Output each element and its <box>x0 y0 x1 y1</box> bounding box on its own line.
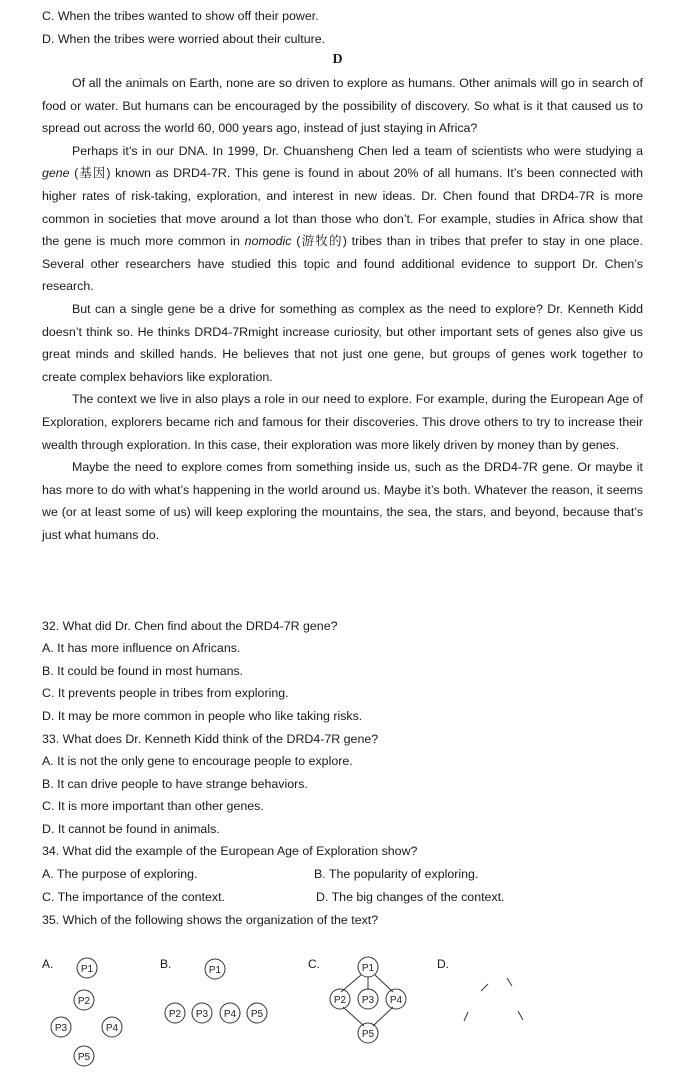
paragraph-3: But can a single gene be a drive for something as complex as the need to explore? Dr. Kenneth Kidd doesn’t think so. He thinks DRD4-7Rmight increase curiosity, but other important sets of genes also give us great minds and skilled hands. He believes that not just one gene, but groups of genes work together to create complex behaviors like exploration. <box>42 301 643 384</box>
node-label: P5 <box>77 1052 91 1063</box>
node-label: P2 <box>77 996 91 1007</box>
section-heading: D <box>332 52 343 67</box>
diagram-option-d-label: D. <box>437 957 449 971</box>
node-label: P4 <box>389 995 403 1006</box>
question-35-stem: 35. Which of the following shows the organization of the text? <box>42 913 379 927</box>
node-label: P4 <box>223 1009 237 1020</box>
nomodic-term: nomodic <box>244 234 292 249</box>
q32-option-a: A. It has more influence on Africans. <box>42 641 241 655</box>
q34-option-a: A. The purpose of exploring. <box>42 867 198 881</box>
question-34-stem: 34. What did the example of the European Age of Exploration show? <box>42 844 418 858</box>
q34-option-d: D. The big changes of the context. <box>316 890 505 904</box>
q33-option-c: C. It is more important than other genes. <box>42 799 264 813</box>
paragraph-4: The context we live in also plays a role in our need to explore. For example, during the European Age of Exploration, explorers became rich and famous for their discoveries. This drove others to try to increase their wealth through exploration. In this case, their exploration was more likely driven by money than by genes. <box>42 392 643 452</box>
paragraph-2: Perhaps it’s in our DNA. In 1999, Dr. Chuansheng Chen led a team of scientists who were studying a gene (基因) known as DRD4-7R. This gene is found in about 20% of all humans. It’s been connected with higher rates of risk-taking, exploration, and interest in new ideas. Dr. Chen found that DRD4-7R is more common in societies that move around a lot than those who don’t. For example, studies in Africa show that the gene is much more common in nomodic (游牧的) tribes than in tribes that prefer to stay in one place. Several other researchers have studied this topic and found additional evidence to support Dr. Chen’s research. <box>42 143 643 294</box>
paragraph-5: Maybe the need to explore comes from something inside us, such as the DRD4-7R gene. Or maybe it has more to do with what’s happening in the world around us. Maybe it’s both. Whatever the reason, it seems we (or at least some of us) will keep exploring the mountains, the sea, the stars, and beyond, because that’s just what humans do. <box>42 460 643 542</box>
diagram-option-c-label: C. <box>308 957 320 971</box>
passage <box>42 72 643 546</box>
node-label: P1 <box>80 964 94 975</box>
q34-option-c: C. The importance of the context. <box>42 890 225 904</box>
question-33-stem: 33. What does Dr. Kenneth Kidd think of the DRD4-7R gene? <box>42 732 379 746</box>
organization-diagrams <box>0 940 675 1084</box>
node-label: P3 <box>54 1023 68 1034</box>
node-label: P3 <box>361 995 375 1006</box>
q34-option-b: B. The popularity of exploring. <box>314 867 479 881</box>
node-label: P5 <box>250 1009 264 1020</box>
prev-option-c: C. When the tribes wanted to show off their power. <box>42 9 319 23</box>
diagram-option-a-label: A. <box>42 957 54 971</box>
node-label: P1 <box>361 963 375 974</box>
prev-option-d: D. When the tribes were worried about their culture. <box>42 32 326 46</box>
node-label: P4 <box>105 1023 119 1034</box>
diagram-option-b-label: B. <box>160 957 172 971</box>
gene-term: gene <box>42 166 70 181</box>
question-32-stem: 32. What did Dr. Chen find about the DRD4-7R gene? <box>42 619 338 633</box>
q33-option-d: D. It cannot be found in animals. <box>42 822 220 836</box>
q32-option-d: D. It may be more common in people who like taking risks. <box>42 709 363 723</box>
q33-option-b: B. It can drive people to have strange behaviors. <box>42 777 308 791</box>
node-label: P2 <box>168 1009 182 1020</box>
q32-option-c: C. It prevents people in tribes from exploring. <box>42 686 289 700</box>
diagram-d <box>464 978 523 1021</box>
q33-option-a: A. It is not the only gene to encourage people to explore. <box>42 754 353 768</box>
paragraph-1: Of all the animals on Earth, none are so driven to explore as humans. Other animals will go in search of food or water. But humans can be encouraged by the possibility of discovery. So what is it that caused us to spread out across the world 60, 000 years ago, instead of just staying in Africa? <box>42 76 643 136</box>
node-label: P5 <box>361 1029 375 1040</box>
q32-option-b: B. It could be found in most humans. <box>42 664 244 678</box>
node-label: P2 <box>333 995 347 1006</box>
node-label: P3 <box>195 1009 209 1020</box>
node-label: P1 <box>208 965 222 976</box>
